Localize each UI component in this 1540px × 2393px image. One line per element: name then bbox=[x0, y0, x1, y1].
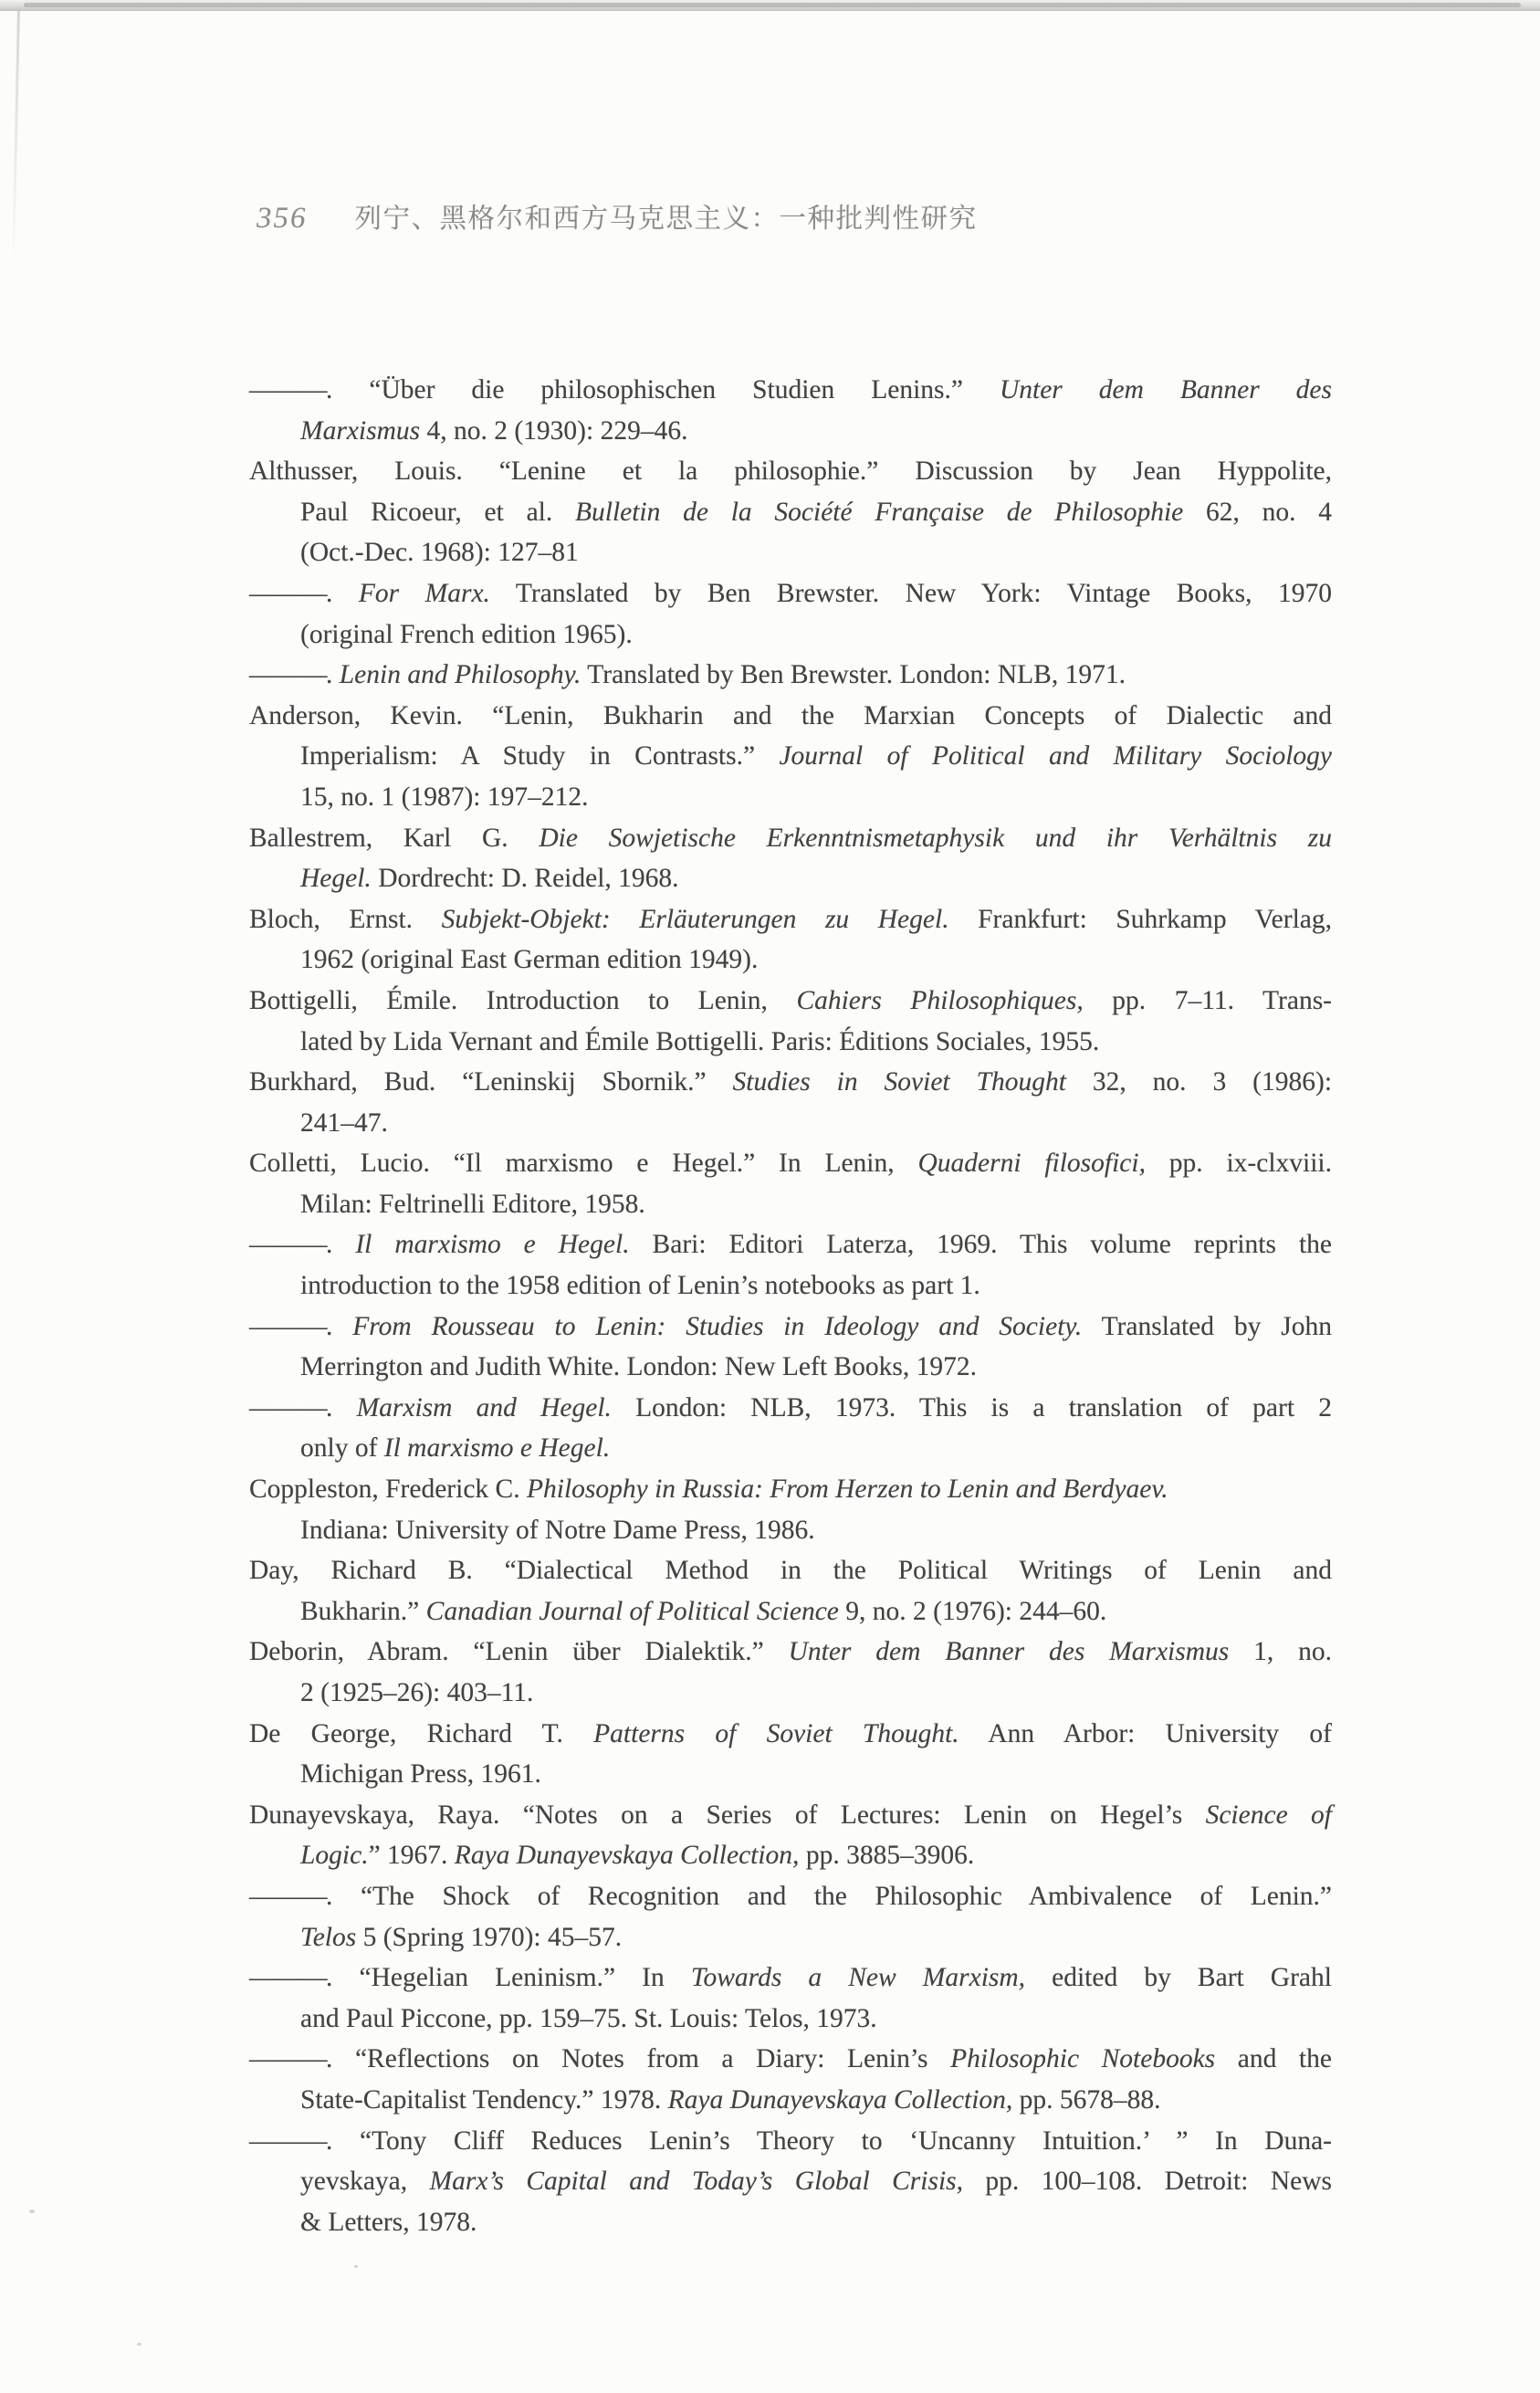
bib-line bbox=[249, 1143, 1332, 1184]
bib-text-segment: pp. 3885–3906. bbox=[799, 1841, 975, 1871]
bib-line bbox=[249, 614, 1332, 656]
bib-text-segment: . “Reflections on Notes from a Diary: Lenin’s bbox=[326, 2044, 951, 2074]
bib-line bbox=[249, 655, 1332, 696]
bib-text-segment: Il marxismo e Hegel. bbox=[355, 1230, 630, 1260]
bib-text-segment: Bloch, Ernst. bbox=[249, 904, 442, 934]
bib-text-segment: Day, Richard B. “Dialectical Method in the Political Writings of Lenin and bbox=[249, 1556, 1332, 1586]
bib-line bbox=[249, 1062, 1332, 1103]
bib-line bbox=[249, 1591, 1332, 1632]
bib-line bbox=[249, 2202, 1332, 2243]
bib-line bbox=[249, 1835, 1332, 1876]
bib-text-segment: Colletti, Lucio. “Il marxismo e Hegel.” In Lenin, bbox=[249, 1149, 918, 1179]
bib-text-segment: Philosophic Notebooks bbox=[950, 2044, 1216, 2074]
bib-text-segment: Frankfurt: Suhrkamp Verlag, bbox=[948, 904, 1333, 934]
bib-text-segment: Subjekt-Objekt: Erläuterungen zu Hegel. bbox=[441, 904, 949, 934]
bib-text-segment: only of bbox=[300, 1433, 384, 1464]
bib-line bbox=[249, 1876, 1332, 1917]
bib-line bbox=[249, 451, 1332, 492]
bib-line bbox=[249, 2161, 1332, 2202]
bib-text-segment: pp. ix-clxviii. bbox=[1145, 1149, 1332, 1179]
bib-text-segment: introduction to the 1958 edition of Lenin’s notebooks as part 1. bbox=[300, 1271, 980, 1301]
bib-text-segment: Raya Dunayevskaya Collection, bbox=[667, 2084, 1013, 2115]
author-repeat-dash: ——— bbox=[249, 375, 326, 404]
scan-speck bbox=[354, 2265, 358, 2268]
bib-line bbox=[249, 1795, 1332, 1836]
bib-text-segment: Dordrecht: D. Reidel, 1968. bbox=[371, 864, 679, 894]
bib-line bbox=[249, 1103, 1332, 1144]
bib-line bbox=[249, 1632, 1332, 1673]
author-repeat-dash: ——— bbox=[249, 1963, 326, 1993]
bib-text-segment: . “Hegelian Leninism.” In bbox=[326, 1963, 691, 1993]
bib-text-segment: . bbox=[326, 660, 340, 690]
bib-text-segment: 15, no. 1 (1987): 197–212. bbox=[300, 782, 589, 812]
bib-line bbox=[249, 492, 1332, 533]
bib-text-segment: & Letters, 1978. bbox=[300, 2207, 477, 2237]
bib-text-segment: 1962 (original East German edition 1949). bbox=[300, 945, 759, 975]
bib-line bbox=[249, 573, 1332, 614]
bib-text-segment: lated by Lida Vernant and Émile Bottigelli. Paris: Éditions Sociales, 1955. bbox=[300, 1026, 1100, 1056]
bib-text-segment: . bbox=[326, 578, 359, 608]
bib-text-segment: London: NLB, 1973. This is a translation of part 2 bbox=[611, 1392, 1332, 1422]
bib-line bbox=[249, 1957, 1332, 1999]
bib-line bbox=[249, 899, 1332, 940]
bib-line bbox=[249, 939, 1332, 981]
bib-text-segment: Canadian Journal of Political Science bbox=[425, 1596, 839, 1626]
bib-text-segment: For Marx. bbox=[358, 578, 490, 608]
page-number: 356 bbox=[257, 202, 308, 235]
bib-text-segment: Dunayevskaya, Raya. “Notes on a Series of Lectures: Lenin on Hegel’s bbox=[249, 1800, 1206, 1830]
bib-line bbox=[249, 858, 1332, 899]
bib-text-segment: Indiana: University of Notre Dame Press, 1986. bbox=[300, 1515, 815, 1545]
bib-text-segment: 2 (1925–26): 403–11. bbox=[300, 1678, 534, 1707]
bib-text-segment: pp. 100–108. Detroit: News bbox=[963, 2167, 1333, 2197]
bib-text-segment: Imperialism: A Study in Contrasts.” bbox=[300, 741, 780, 771]
bib-text-segment: . bbox=[326, 1230, 356, 1260]
bib-text-segment: Michigan Press, 1961. bbox=[300, 1759, 541, 1790]
bib-text-segment: Translated by Ben Brewster. New York: Vintage Books, 1970 bbox=[489, 578, 1332, 608]
author-repeat-dash: ——— bbox=[249, 1230, 326, 1260]
bib-text-segment: Unter dem Banner des bbox=[999, 375, 1333, 404]
bib-line bbox=[249, 1714, 1332, 1755]
author-repeat-dash: ——— bbox=[249, 2125, 326, 2156]
bib-text-segment: Deborin, Abram. “Lenin über Dialektik.” bbox=[249, 1637, 789, 1667]
bib-text-segment: Hegel. bbox=[300, 864, 372, 894]
bibliography-list bbox=[249, 370, 1332, 2242]
bib-text-segment: Bulletin de la Société Française de Philosophie bbox=[574, 497, 1184, 527]
author-repeat-dash: ——— bbox=[249, 578, 326, 608]
bib-text-segment: Merrington and Judith White. London: New Left Books, 1972. bbox=[300, 1352, 977, 1382]
bib-text-segment: Ballestrem, Karl G. bbox=[249, 823, 540, 853]
bib-text-segment: 62, no. 4 bbox=[1183, 497, 1333, 527]
scan-speck bbox=[29, 2209, 35, 2213]
bib-line bbox=[249, 777, 1332, 818]
scan-speck bbox=[137, 2343, 141, 2346]
bib-text-segment: 32, no. 3 (1986): bbox=[1065, 1067, 1333, 1097]
bib-text-segment: Cahiers Philosophiques, bbox=[796, 985, 1084, 1015]
bib-text-segment: 4, no. 2 (1930): 229–46. bbox=[420, 415, 688, 446]
bib-line bbox=[249, 2039, 1332, 2080]
bib-line bbox=[249, 532, 1332, 573]
bib-text-segment: pp. 7–11. Trans- bbox=[1083, 985, 1332, 1015]
scan-artifact-left-line bbox=[12, 11, 20, 267]
bib-line bbox=[249, 696, 1332, 737]
bib-text-segment: Telos bbox=[300, 1922, 357, 1952]
bib-text-segment: Logic. bbox=[300, 1841, 369, 1871]
bib-line bbox=[249, 370, 1332, 411]
bib-line bbox=[249, 1428, 1332, 1469]
author-repeat-dash: ——— bbox=[249, 660, 326, 690]
bib-text-segment: 5 (Spring 1970): 45–57. bbox=[356, 1922, 623, 1952]
running-title: 列宁、黑格尔和西方马克思主义：一种批判性研究 bbox=[354, 205, 978, 234]
bib-text-segment: pp. 5678–88. bbox=[1012, 2084, 1161, 2115]
bib-text-segment: Science of bbox=[1205, 1800, 1332, 1830]
bib-line bbox=[249, 2121, 1332, 2162]
bib-text-segment: De George, Richard T. bbox=[249, 1718, 594, 1748]
bib-line bbox=[249, 1917, 1332, 1958]
bib-line bbox=[249, 1469, 1332, 1510]
bib-text-segment: 1, no. bbox=[1229, 1637, 1333, 1667]
bib-line bbox=[249, 1347, 1332, 1388]
bib-text-segment: Marxismus bbox=[300, 415, 421, 446]
bib-text-segment: . bbox=[326, 1311, 353, 1341]
bib-line bbox=[249, 736, 1332, 777]
bib-text-segment: Die Sowjetische Erkenntnismetaphysik und ihr Verhältnis zu bbox=[539, 823, 1332, 853]
bib-text-segment: Journal of Political and Military Sociology bbox=[779, 741, 1332, 771]
bib-line bbox=[249, 1999, 1332, 2040]
bib-text-segment: Ann Arbor: University of bbox=[959, 1718, 1332, 1748]
bib-text-segment: Studies in Soviet Thought bbox=[732, 1067, 1066, 1097]
bib-line bbox=[249, 2080, 1332, 2121]
bib-text-segment: . “The Shock of Recognition and the Philosophic Ambivalence of Lenin.” bbox=[326, 1881, 1332, 1911]
bib-line bbox=[249, 1550, 1332, 1591]
bib-text-segment: From Rousseau to Lenin: Studies in Ideology and Society. bbox=[352, 1311, 1083, 1341]
bib-text-segment: Coppleston, Frederick C. bbox=[249, 1475, 527, 1505]
bib-text-segment: Philosophy in Russia: From Herzen to Lenin and Berdyaev. bbox=[526, 1475, 1168, 1505]
bib-text-segment: . bbox=[326, 1392, 357, 1422]
bib-text-segment: Marx’s Capital and Today’s Global Crisis, bbox=[429, 2167, 964, 2197]
bib-text-segment: Unter dem Banner des Marxismus bbox=[788, 1637, 1230, 1667]
scan-artifact-top-line bbox=[24, 3, 1521, 7]
bib-text-segment: Bottigelli, Émile. Introduction to Lenin, bbox=[249, 985, 797, 1015]
bib-text-segment: Patterns of Soviet Thought. bbox=[593, 1718, 959, 1748]
bib-line bbox=[249, 1022, 1332, 1063]
bib-text-segment: ” 1967. bbox=[368, 1841, 455, 1871]
bib-text-segment: Raya Dunayevskaya Collection, bbox=[454, 1841, 800, 1871]
bib-text-segment: Paul Ricoeur, et al. bbox=[300, 497, 575, 527]
bib-text-segment: and Paul Piccone, pp. 159–75. St. Louis: Telos, 1973. bbox=[300, 2003, 877, 2033]
bib-text-segment: Burkhard, Bud. “Leninskij Sbornik.” bbox=[249, 1067, 733, 1097]
bib-line bbox=[249, 818, 1332, 859]
running-header bbox=[257, 197, 978, 236]
author-repeat-dash: ——— bbox=[249, 1311, 326, 1341]
bib-text-segment: Marxism and Hegel. bbox=[356, 1392, 612, 1422]
bib-text-segment: (original French edition 1965). bbox=[300, 619, 633, 649]
bib-line bbox=[249, 1673, 1332, 1714]
bib-line bbox=[249, 1754, 1332, 1795]
bib-line bbox=[249, 1265, 1332, 1307]
bib-text-segment: 9, no. 2 (1976): 244–60. bbox=[838, 1596, 1107, 1626]
bib-text-segment: . “Über die philosophischen Studien Lenins.” bbox=[326, 375, 1000, 404]
bib-text-segment: . “Tony Cliff Reduces Lenin’s Theory to ‘Uncanny Intuition.’ ” In Duna- bbox=[326, 2125, 1332, 2156]
bib-text-segment: edited by Bart Grahl bbox=[1025, 1963, 1332, 1993]
bib-text-segment: Milan: Feltrinelli Editore, 1958. bbox=[300, 1189, 645, 1219]
bib-text-segment: State-Capitalist Tendency.” 1978. bbox=[300, 2084, 668, 2115]
bib-text-segment: yevskaya, bbox=[300, 2167, 430, 2197]
bib-text-segment: Lenin and Philosophy. bbox=[339, 660, 581, 690]
bib-text-segment: Towards a New Marxism, bbox=[690, 1963, 1026, 1993]
bib-text-segment: Bari: Editori Laterza, 1969. This volume reprints the bbox=[629, 1230, 1333, 1260]
bib-line bbox=[249, 1510, 1332, 1551]
bib-text-segment: and the bbox=[1215, 2044, 1332, 2074]
bib-text-segment: Translated by John bbox=[1082, 1311, 1332, 1341]
author-repeat-dash: ——— bbox=[249, 1881, 326, 1911]
bib-text-segment: Anderson, Kevin. “Lenin, Bukharin and the Marxian Concepts of Dialectic and bbox=[249, 700, 1332, 730]
bib-line bbox=[249, 1307, 1332, 1348]
bib-text-segment: Translated by Ben Brewster. London: NLB, 1971. bbox=[581, 660, 1126, 690]
bib-line bbox=[249, 1224, 1332, 1265]
bib-line bbox=[249, 1388, 1332, 1429]
bib-text-segment: (Oct.-Dec. 1968): 127–81 bbox=[300, 538, 579, 568]
bib-text-segment: Quaderni filosofici, bbox=[917, 1149, 1146, 1179]
bib-line bbox=[249, 411, 1332, 452]
author-repeat-dash: ——— bbox=[249, 1392, 326, 1422]
bib-line bbox=[249, 981, 1332, 1022]
author-repeat-dash: ——— bbox=[249, 2044, 326, 2074]
bib-text-segment: 241–47. bbox=[300, 1107, 388, 1138]
bib-text-segment: Althusser, Louis. “Lenine et la philosophie.” Discussion by Jean Hyppolite, bbox=[249, 457, 1332, 487]
bib-line bbox=[249, 1184, 1332, 1225]
bib-text-segment: Il marxismo e Hegel. bbox=[383, 1433, 611, 1464]
bib-text-segment: Bukharin.” bbox=[300, 1596, 426, 1626]
